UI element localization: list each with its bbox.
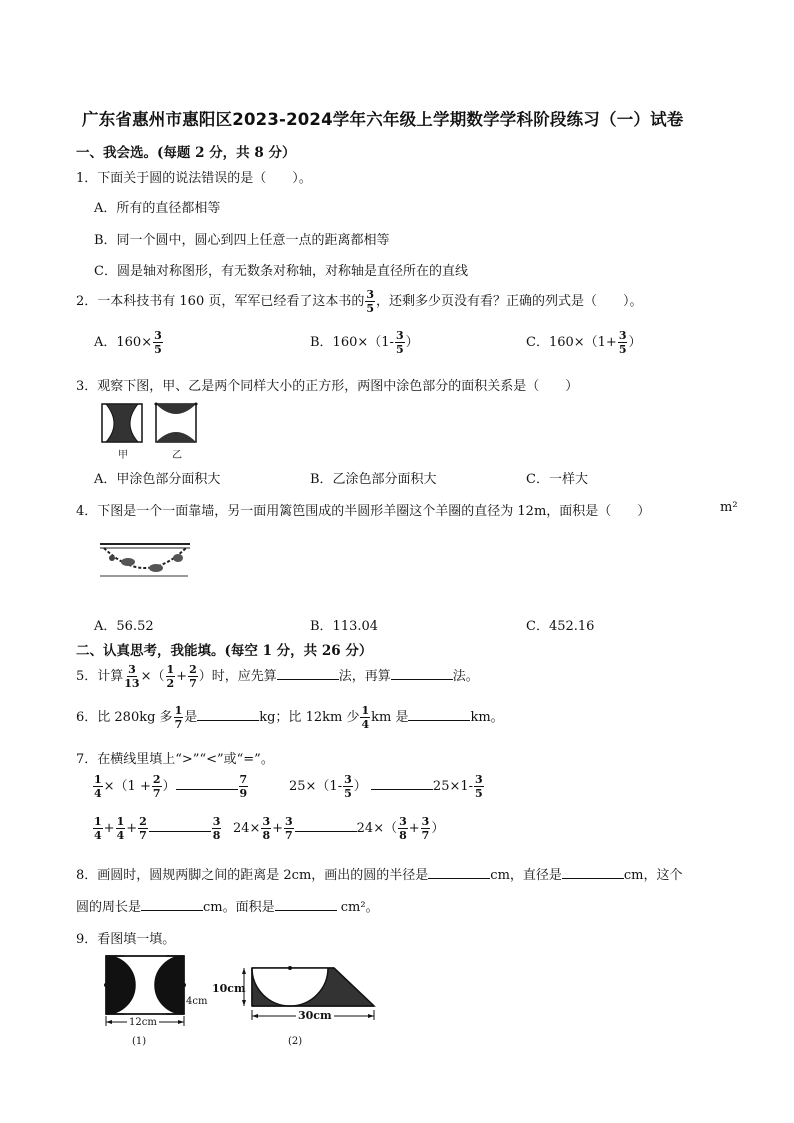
q9-fig1-width-label: 12cm (129, 1017, 157, 1028)
q4-option-a[interactable]: A．56.52 (94, 619, 154, 634)
q6-text: 6．比 280kg 多 $\frac{1}{7}$ 是 kg；比 12km 少 $\frac{1}{4}$ km 是 km。 (76, 704, 504, 731)
q3-text: 3．观察下图，甲、乙是两个同样大小的正方形，两图中涂色部分的面积关系是（ ） (76, 379, 579, 394)
q4-unit: m² (720, 500, 738, 515)
q7-blank-1[interactable] (176, 777, 238, 790)
q9-fig2-caption: (2) (288, 1036, 303, 1047)
q3-figure (98, 400, 208, 460)
q9-fig1-caption: (1) (132, 1036, 147, 1047)
q4-text: 4．下图是一个一面靠墙，另一面用篱笆围成的半圆形羊圈这个羊圈的直径为 12m，面积是（ ） (76, 504, 651, 519)
page-title: 广东省惠州市惠阳区2023-2024学年六年级上学期数学学科阶段练习（一）试卷 (82, 110, 684, 129)
q3-option-b[interactable]: B．乙涂色部分面积大 (310, 472, 437, 487)
q2-option-a[interactable]: A．160× $\frac{3}{5}$ (94, 329, 162, 356)
q7-text: 7．在横线里填上“>”“<”或“=”。 (76, 752, 274, 767)
q8-blank-radius[interactable] (428, 866, 490, 879)
q7-blank-4[interactable] (295, 819, 357, 832)
q1-option-b[interactable]: B．同一个圆中，圆心到四上任意一点的距离都相等 (94, 233, 390, 248)
q3-option-c[interactable]: C．一样大 (526, 472, 588, 487)
q7-row2-right: 24× $\frac{3}{8}$ + $\frac{3}{7}$ 24×（ $\frac{3}{8}$ + $\frac{3}{7}$ ） (233, 815, 445, 842)
q3-label-jia: 甲 (118, 450, 128, 461)
q2-option-b[interactable]: B．160×（1- $\frac{3}{5}$ ） (310, 329, 419, 356)
q6-blank-2[interactable] (408, 708, 470, 721)
section-1-heading: 一、我会选。(每题 2 分，共 8 分） (76, 145, 296, 161)
q4-option-c[interactable]: C．452.16 (526, 619, 595, 634)
q8-line-1: 8．画圆时，圆规两脚之间的距离是 2cm，画出的圆的半径是 cm，直径是 cm，这个 (76, 868, 683, 883)
q2-prefix: 2．一本科技书有 160 页，军军已经看了这本书的 (76, 294, 365, 309)
q9-fig2-width-label: 30cm (298, 1009, 332, 1022)
q2-suffix: ，还剩多少页没有看？正确的列式是（ ）。 (376, 294, 643, 309)
q1-option-a[interactable]: A．所有的直径都相等 (94, 201, 221, 216)
q8-blank-area[interactable] (275, 898, 337, 911)
q6-blank-1[interactable] (197, 708, 259, 721)
q7-row1-left: $\frac{1}{4}$ ×（1 + $\frac{2}{7}$ ） $\frac{7}{9}$ (94, 773, 248, 800)
q5-blank-2[interactable] (391, 667, 453, 680)
q7-blank-2[interactable] (371, 777, 433, 790)
q7-blank-3[interactable] (149, 819, 211, 832)
q2-option-c[interactable]: C．160×（1+ $\frac{3}{5}$ ） (526, 329, 642, 356)
q2-fraction: $\frac{3}{5}$ (366, 288, 375, 315)
q8-blank-diameter[interactable] (562, 866, 624, 879)
q5-text: 5．计算 $\frac{3}{13}$ ×（ $\frac{1}{2}$ + $\frac{2}{7}$ ）时，应先算 法，再算 法。 (76, 663, 479, 690)
q9-fig1-height-label: 4cm (186, 996, 208, 1007)
q1-text: 1．下面关于圆的说法错误的是（ ）。 (76, 171, 312, 186)
q9-text: 9．看图填一填。 (76, 932, 176, 947)
q2-text (76, 289, 643, 314)
q1-option-c[interactable]: C．圆是轴对称图形，有无数条对称轴，对称轴是直径所在的直线 (94, 264, 468, 279)
q4-option-b[interactable]: B．113.04 (310, 619, 379, 634)
q9-figure-2 (238, 958, 388, 1038)
q5-blank-1[interactable] (277, 667, 339, 680)
q9-fig2-height-label: 10cm (212, 982, 246, 995)
q8-line-2: 圆的周长是 cm。面积是 cm²。 (76, 900, 379, 915)
q7-row2-left: $\frac{1}{4}$ + $\frac{1}{4}$ + $\frac{2}{7}$ $\frac{3}{8}$ (94, 815, 221, 842)
q8-blank-circumference[interactable] (141, 898, 203, 911)
q4-sheep-pen-illustration (98, 532, 193, 587)
q7-row1-right: 25×（1- $\frac{3}{5}$ ） 25×1- $\frac{3}{5}$ (289, 773, 483, 800)
q3-option-a[interactable]: A．甲涂色部分面积大 (94, 472, 221, 487)
q3-label-yi: 乙 (172, 450, 182, 461)
section-2-heading: 二、认真思考，我能填。(每空 1 分，共 26 分） (76, 643, 373, 659)
